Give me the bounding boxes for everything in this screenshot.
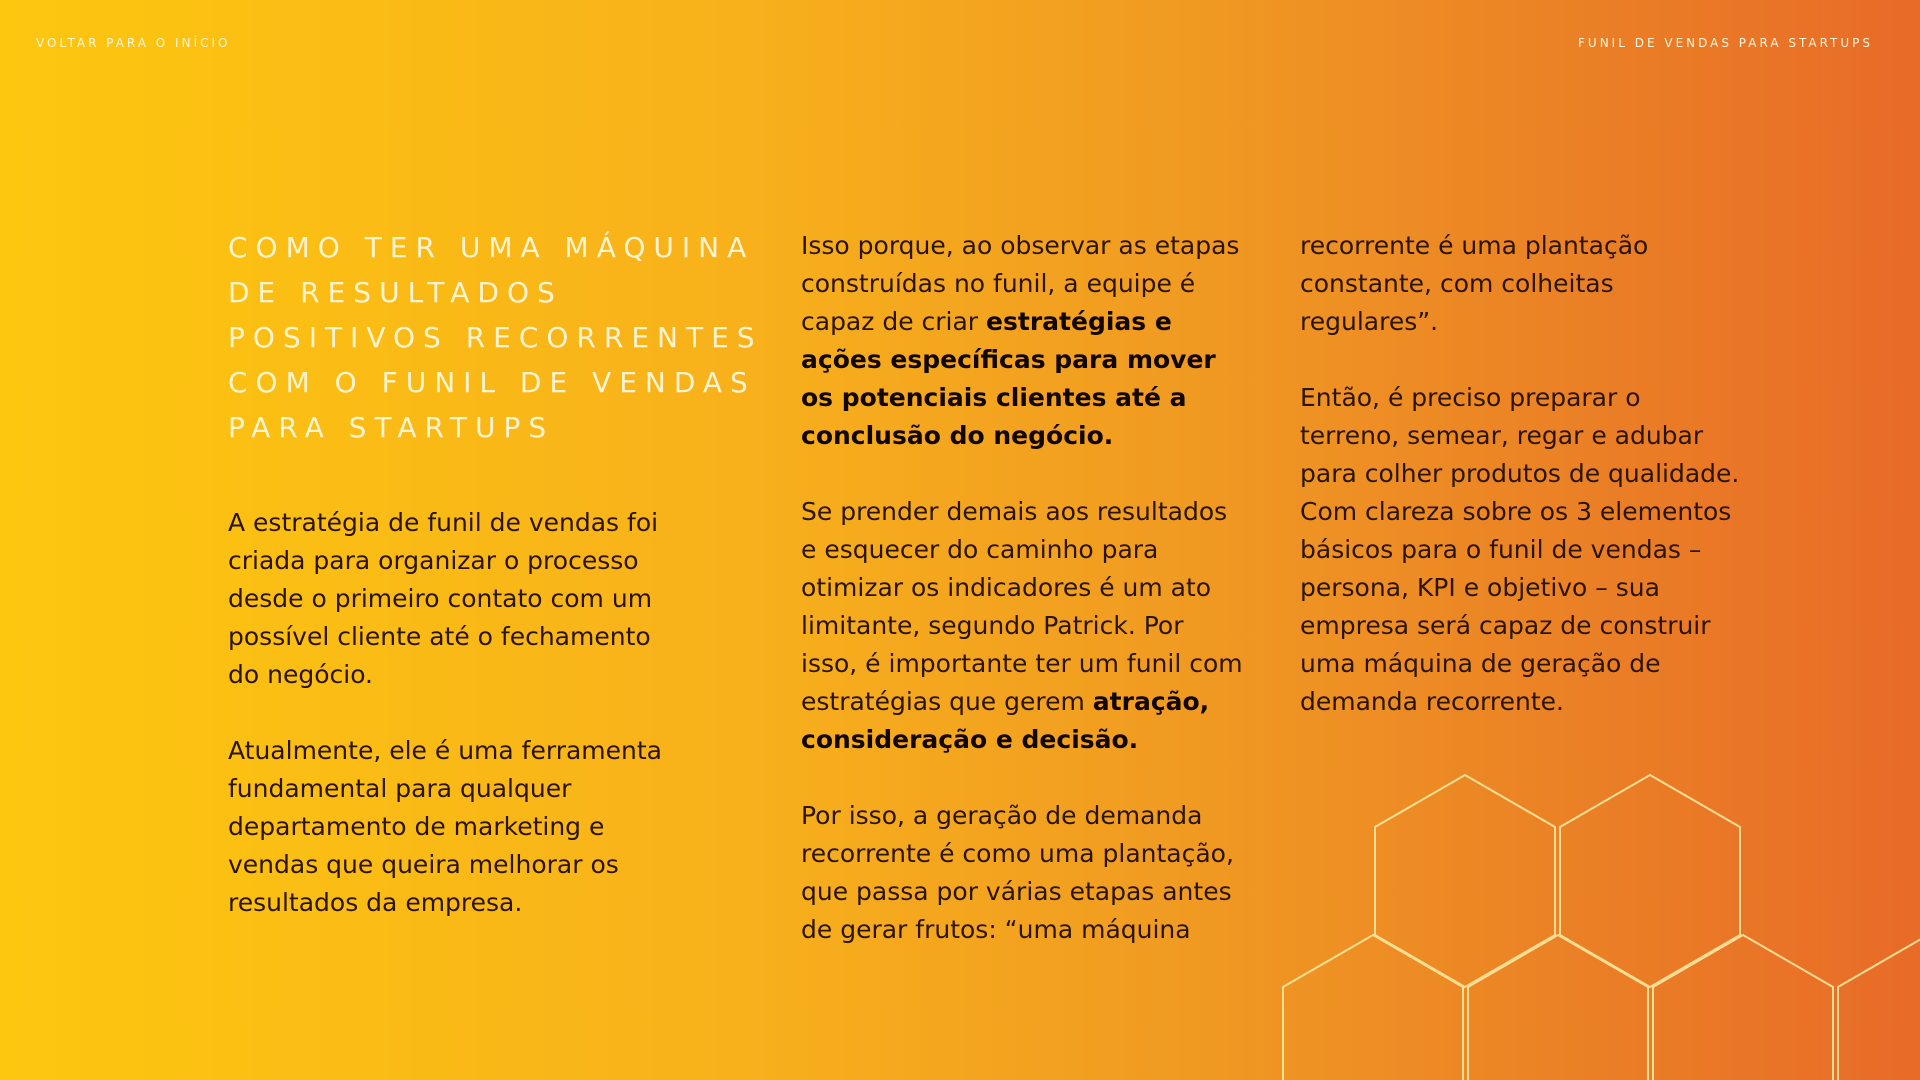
page-title: COMO TER UMA MÁQUINA DE RESULTADOS POSITIVOS RECORRENTES COM O FUNIL DE VENDAS PARA STARTUPS (228, 231, 763, 444)
paragraph: recorrente é uma plantação constante, com colheitas regulares”. (1300, 231, 1649, 336)
paragraph-text: Isso porque, ao observar as etapas construídas no funil, a equipe é capaz de criar (801, 231, 1240, 336)
hexagon-shape (1653, 935, 1833, 1080)
paragraph: Então, é preciso preparar o terreno, semear, regar e adubar para colher produtos de qualidade. (1300, 383, 1740, 488)
text-column-3 (1300, 227, 1740, 759)
hexagon-shape (1375, 775, 1555, 987)
text-column-2 (801, 227, 1246, 987)
paragraph: Atualmente, ele é uma ferramenta fundamental para qualquer departamento de marketing e vendas que queira melhorar os resultados da empresa. (228, 736, 662, 917)
emphasis-text: estratégias e ações específicas para mover os potenciais clientes até a conclusão do negócio. (801, 307, 1216, 450)
paragraph (801, 227, 1246, 455)
paragraph: A estratégia de funil de vendas foi criada para organizar o processo desde o primeiro contato com um possível cliente até o fechamento do negócio. (228, 508, 659, 689)
text-column-1 (228, 504, 688, 960)
hexagon-shape (1283, 935, 1463, 1080)
emphasis-text: atração, consideração e decisão. (801, 687, 1210, 754)
paragraph: Por isso, a geração de demanda recorrente é como uma plantação, que passa por várias etapas antes de gerar frutos: “uma máquina (801, 801, 1234, 944)
hexagon-shape (1468, 935, 1648, 1080)
honeycomb-decoration (1260, 760, 1920, 1080)
paragraph (801, 493, 1246, 759)
hexagon-shape (1838, 935, 1920, 1080)
hexagon-shape (1560, 775, 1740, 987)
section-title-link[interactable]: FUNIL DE VENDAS PARA STARTUPS (1578, 36, 1873, 50)
paragraph: Com clareza sobre os 3 elementos básicos para o funil de vendas – persona, KPI e objetivo – sua empresa será capaz de construir uma máquina de geração de demanda recorrente. (1300, 497, 1732, 716)
paragraph-text: Se prender demais aos resultados e esquecer do caminho para otimizar os indicadores é um ato limitante, segundo Patrick. Por isso, é importante ter um funil com estratégias que gerem (801, 497, 1243, 716)
back-to-start-link[interactable]: VOLTAR PARA O INÍCIO (36, 36, 231, 50)
